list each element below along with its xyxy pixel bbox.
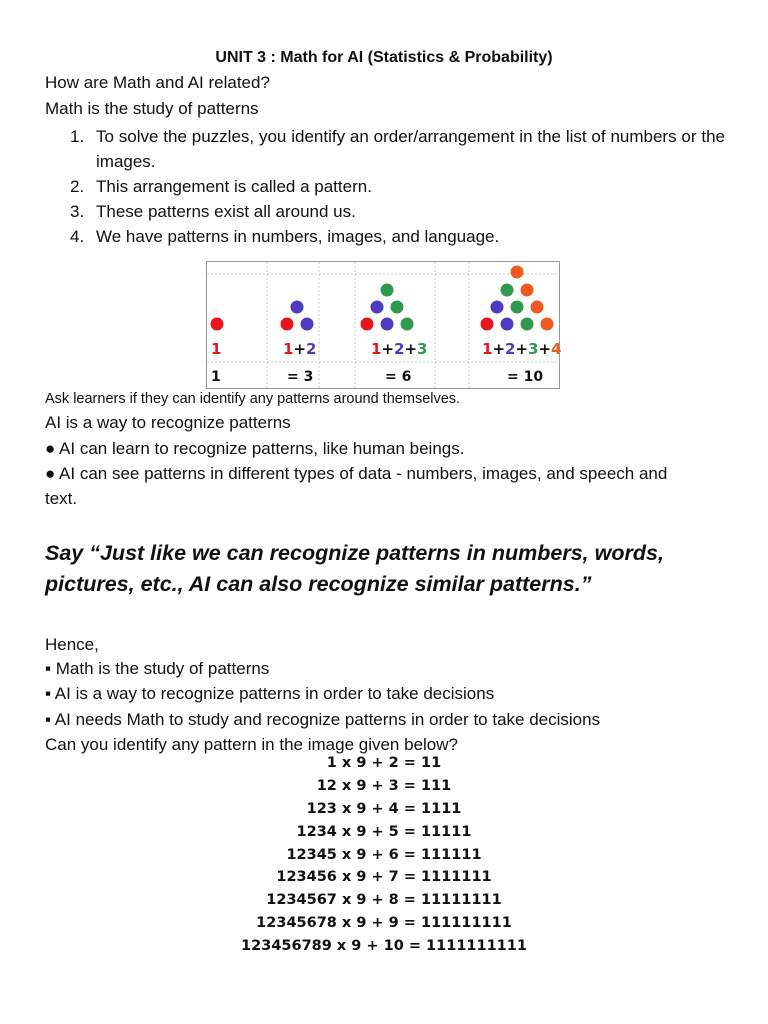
red-dot: [211, 318, 224, 331]
intro-statement: Math is the study of patterns: [45, 99, 259, 118]
green-dot: [501, 284, 514, 297]
list-number: 2.: [70, 177, 85, 196]
red-dot: [481, 318, 494, 331]
pattern-dots-svg: [207, 262, 562, 388]
sum-label-2: 1+2: [283, 340, 317, 358]
red-dot: [281, 318, 294, 331]
unit-title: UNIT 3 : Math for AI (Statistics & Probability): [215, 49, 553, 66]
intro-question: How are Math and AI related?: [45, 73, 270, 92]
green-dot: [391, 301, 404, 314]
hence-item: ▪ Math is the study of patterns: [45, 659, 270, 678]
list-number: 3.: [70, 202, 85, 221]
result-label: 1: [211, 369, 221, 385]
blue-dot: [381, 318, 394, 331]
equation-pattern: [0, 752, 768, 958]
equation-row: 1234 x 9 + 5 = 11111: [296, 823, 472, 840]
hence-item: ▪ AI is a way to recognize patterns in order to take decisions: [45, 684, 495, 703]
list-text: We have patterns in numbers, images, and language.: [96, 227, 500, 246]
triangular-number-figure: [206, 261, 560, 389]
sum-label-4: 1+2+3+4: [482, 340, 562, 358]
pattern-question: Can you identify any pattern in the image given below?: [45, 735, 458, 754]
blue-dot: [491, 301, 504, 314]
equation-row: 123456 x 9 + 7 = 1111111: [276, 869, 492, 886]
green-dot: [521, 318, 534, 331]
equation-row: 12345 x 9 + 6 = 111111: [286, 846, 482, 863]
equation-row: 1 x 9 + 2 = 11: [326, 755, 442, 771]
hence-item: ▪ AI needs Math to study and recognize patterns in order to take decisions: [45, 710, 601, 729]
equation-row: 12 x 9 + 3 = 111: [316, 777, 452, 794]
orange-dot: [531, 301, 544, 314]
result-label: = 10: [507, 369, 544, 385]
list-text: These patterns exist all around us.: [96, 202, 356, 221]
ai-bullet-continuation: text.: [45, 489, 78, 508]
figure-caption: Ask learners if they can identify any patterns around themselves.: [45, 391, 461, 407]
result-label: = 3: [287, 369, 314, 385]
blue-dot: [501, 318, 514, 331]
list-text: This arrangement is called a pattern.: [96, 177, 372, 196]
hence-label: Hence,: [45, 635, 99, 654]
equation-row: 12345678 x 9 + 9 = 111111111: [256, 915, 512, 932]
red-dot: [361, 318, 374, 331]
ai-statement: AI is a way to recognize patterns: [45, 413, 291, 432]
list-number: 4.: [70, 227, 85, 246]
list-number: 1.: [70, 127, 85, 146]
ai-bullet: ● AI can see patterns in different types of data - numbers, images, and speech and: [45, 464, 668, 483]
list-text: To solve the puzzles, you identify an order/arrangement in the list of numbers or the images.: [96, 127, 725, 171]
green-dot: [511, 301, 524, 314]
sum-label-3: 1+2+3: [371, 340, 428, 358]
list-item: [70, 199, 725, 224]
equation-row: 123456789 x 9 + 10 = 1111111111: [241, 938, 527, 955]
ai-bullet: ● AI can learn to recognize patterns, like human beings.: [45, 439, 465, 458]
equation-row: 1234567 x 9 + 8 = 11111111: [266, 892, 502, 909]
orange-dot: [541, 318, 554, 331]
orange-dot: [521, 284, 534, 297]
orange-dot: [511, 266, 524, 279]
list-item: [70, 174, 725, 199]
result-label: = 6: [385, 369, 412, 385]
blue-dot: [371, 301, 384, 314]
equation-row: 123 x 9 + 4 = 1111: [306, 800, 462, 817]
pattern-list: [70, 124, 725, 249]
sum-label-1: 1: [211, 340, 222, 358]
say-quote: Say “Just like we can recognize patterns in numbers, words, pictures, etc., AI can also recognize similar patterns.”: [45, 541, 664, 596]
blue-dot: [291, 301, 304, 314]
blue-dot: [301, 318, 314, 331]
list-item: [70, 224, 725, 249]
green-dot: [381, 284, 394, 297]
list-item: [70, 124, 725, 174]
green-dot: [401, 318, 414, 331]
